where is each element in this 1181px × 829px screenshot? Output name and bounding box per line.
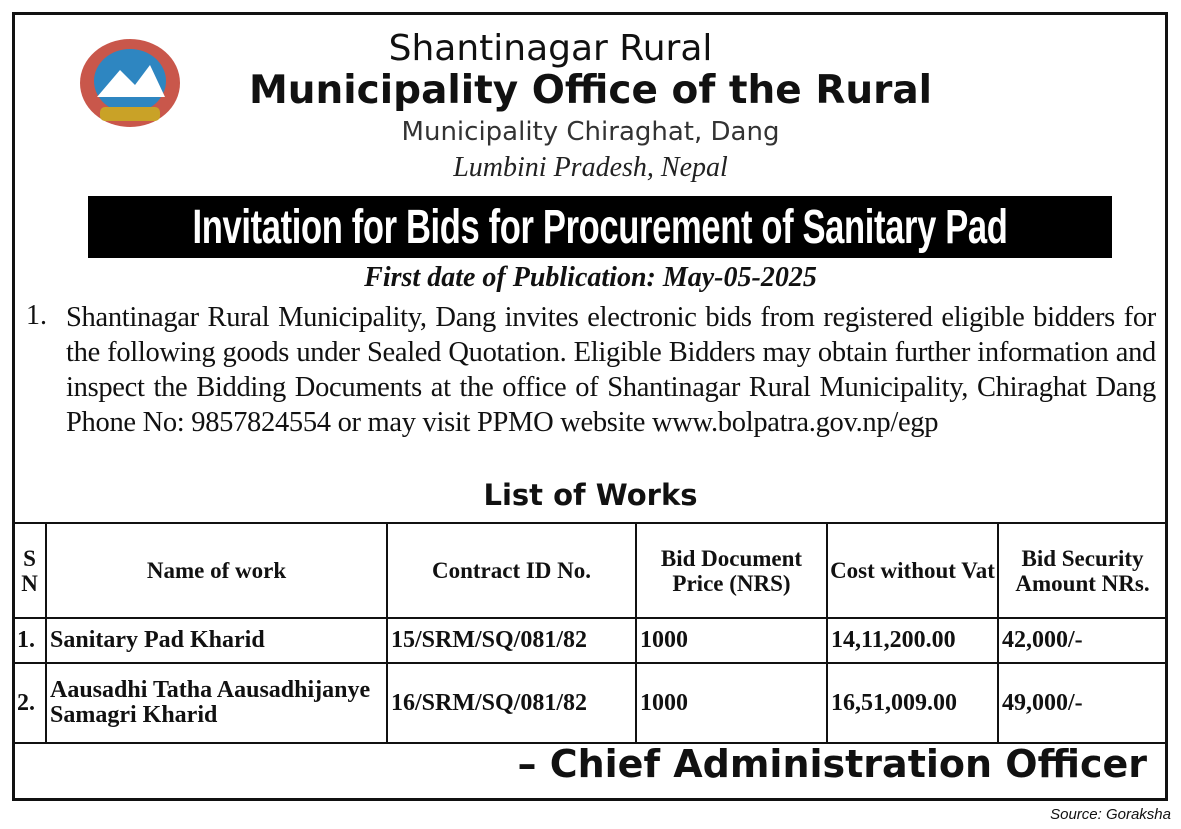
- header-name: Name of work: [46, 523, 387, 618]
- source-credit: Source: Goraksha: [1050, 806, 1171, 823]
- works-table: [12, 522, 1168, 744]
- title-banner: [88, 196, 1112, 258]
- table-row: [13, 663, 1167, 743]
- cell-name: Sanitary Pad Kharid: [46, 618, 387, 663]
- header-line-3: Municipality Chiraghat, Dang: [401, 117, 780, 147]
- cell-sn: 1.: [13, 618, 46, 663]
- cell-cost: 14,11,200.00: [827, 618, 998, 663]
- table-row: [13, 618, 1167, 663]
- header-contract-id: Contract ID No.: [387, 523, 636, 618]
- cell-security: 49,000/-: [998, 663, 1167, 743]
- cell-security: 42,000/-: [998, 618, 1167, 663]
- cell-contract-id: 15/SRM/SQ/081/82: [387, 618, 636, 663]
- publication-date: First date of Publication: May-05-2025: [364, 262, 817, 293]
- cell-name: Aausadhi Tatha Aausadhijanye Samagri Kharid: [46, 663, 387, 743]
- list-title: List of Works: [483, 478, 698, 512]
- cell-doc-price: 1000: [636, 618, 827, 663]
- banner-text: Invitation for Bids for Procurement of Sanitary Pad: [192, 200, 1008, 254]
- cell-doc-price: 1000: [636, 663, 827, 743]
- cell-cost: 16,51,009.00: [827, 663, 998, 743]
- table-header-row: [13, 523, 1167, 618]
- header-line-2: Municipality Office of the Rural: [248, 68, 933, 113]
- cell-contract-id: 16/SRM/SQ/081/82: [387, 663, 636, 743]
- paragraph-number: 1.: [26, 300, 47, 331]
- header-doc-price: Bid Document Price (NRS): [636, 523, 827, 618]
- header-line-1: Shantinagar Rural: [388, 28, 713, 69]
- cell-sn: 2.: [13, 663, 46, 743]
- header-security: Bid Security Amount NRs.: [998, 523, 1167, 618]
- header-line-4: Lumbini Pradesh, Nepal: [453, 152, 728, 183]
- header-sn: S N: [13, 523, 46, 618]
- signature: – Chief Administration Officer: [517, 742, 1147, 786]
- header-cost: Cost without Vat: [827, 523, 998, 618]
- notice-paragraph: Shantinagar Rural Municipality, Dang invites electronic bids from registered eligible bidders for the following goods under Sealed Quotation. Eligible Bidders may obtain further information and inspect the Bidding Documents at the office of Shantinagar Rural Municipality, Chiraghat Dang Phone No: 9857824554 or may visit PPMO website www.bolpatra.gov.np/egp: [66, 302, 1156, 438]
